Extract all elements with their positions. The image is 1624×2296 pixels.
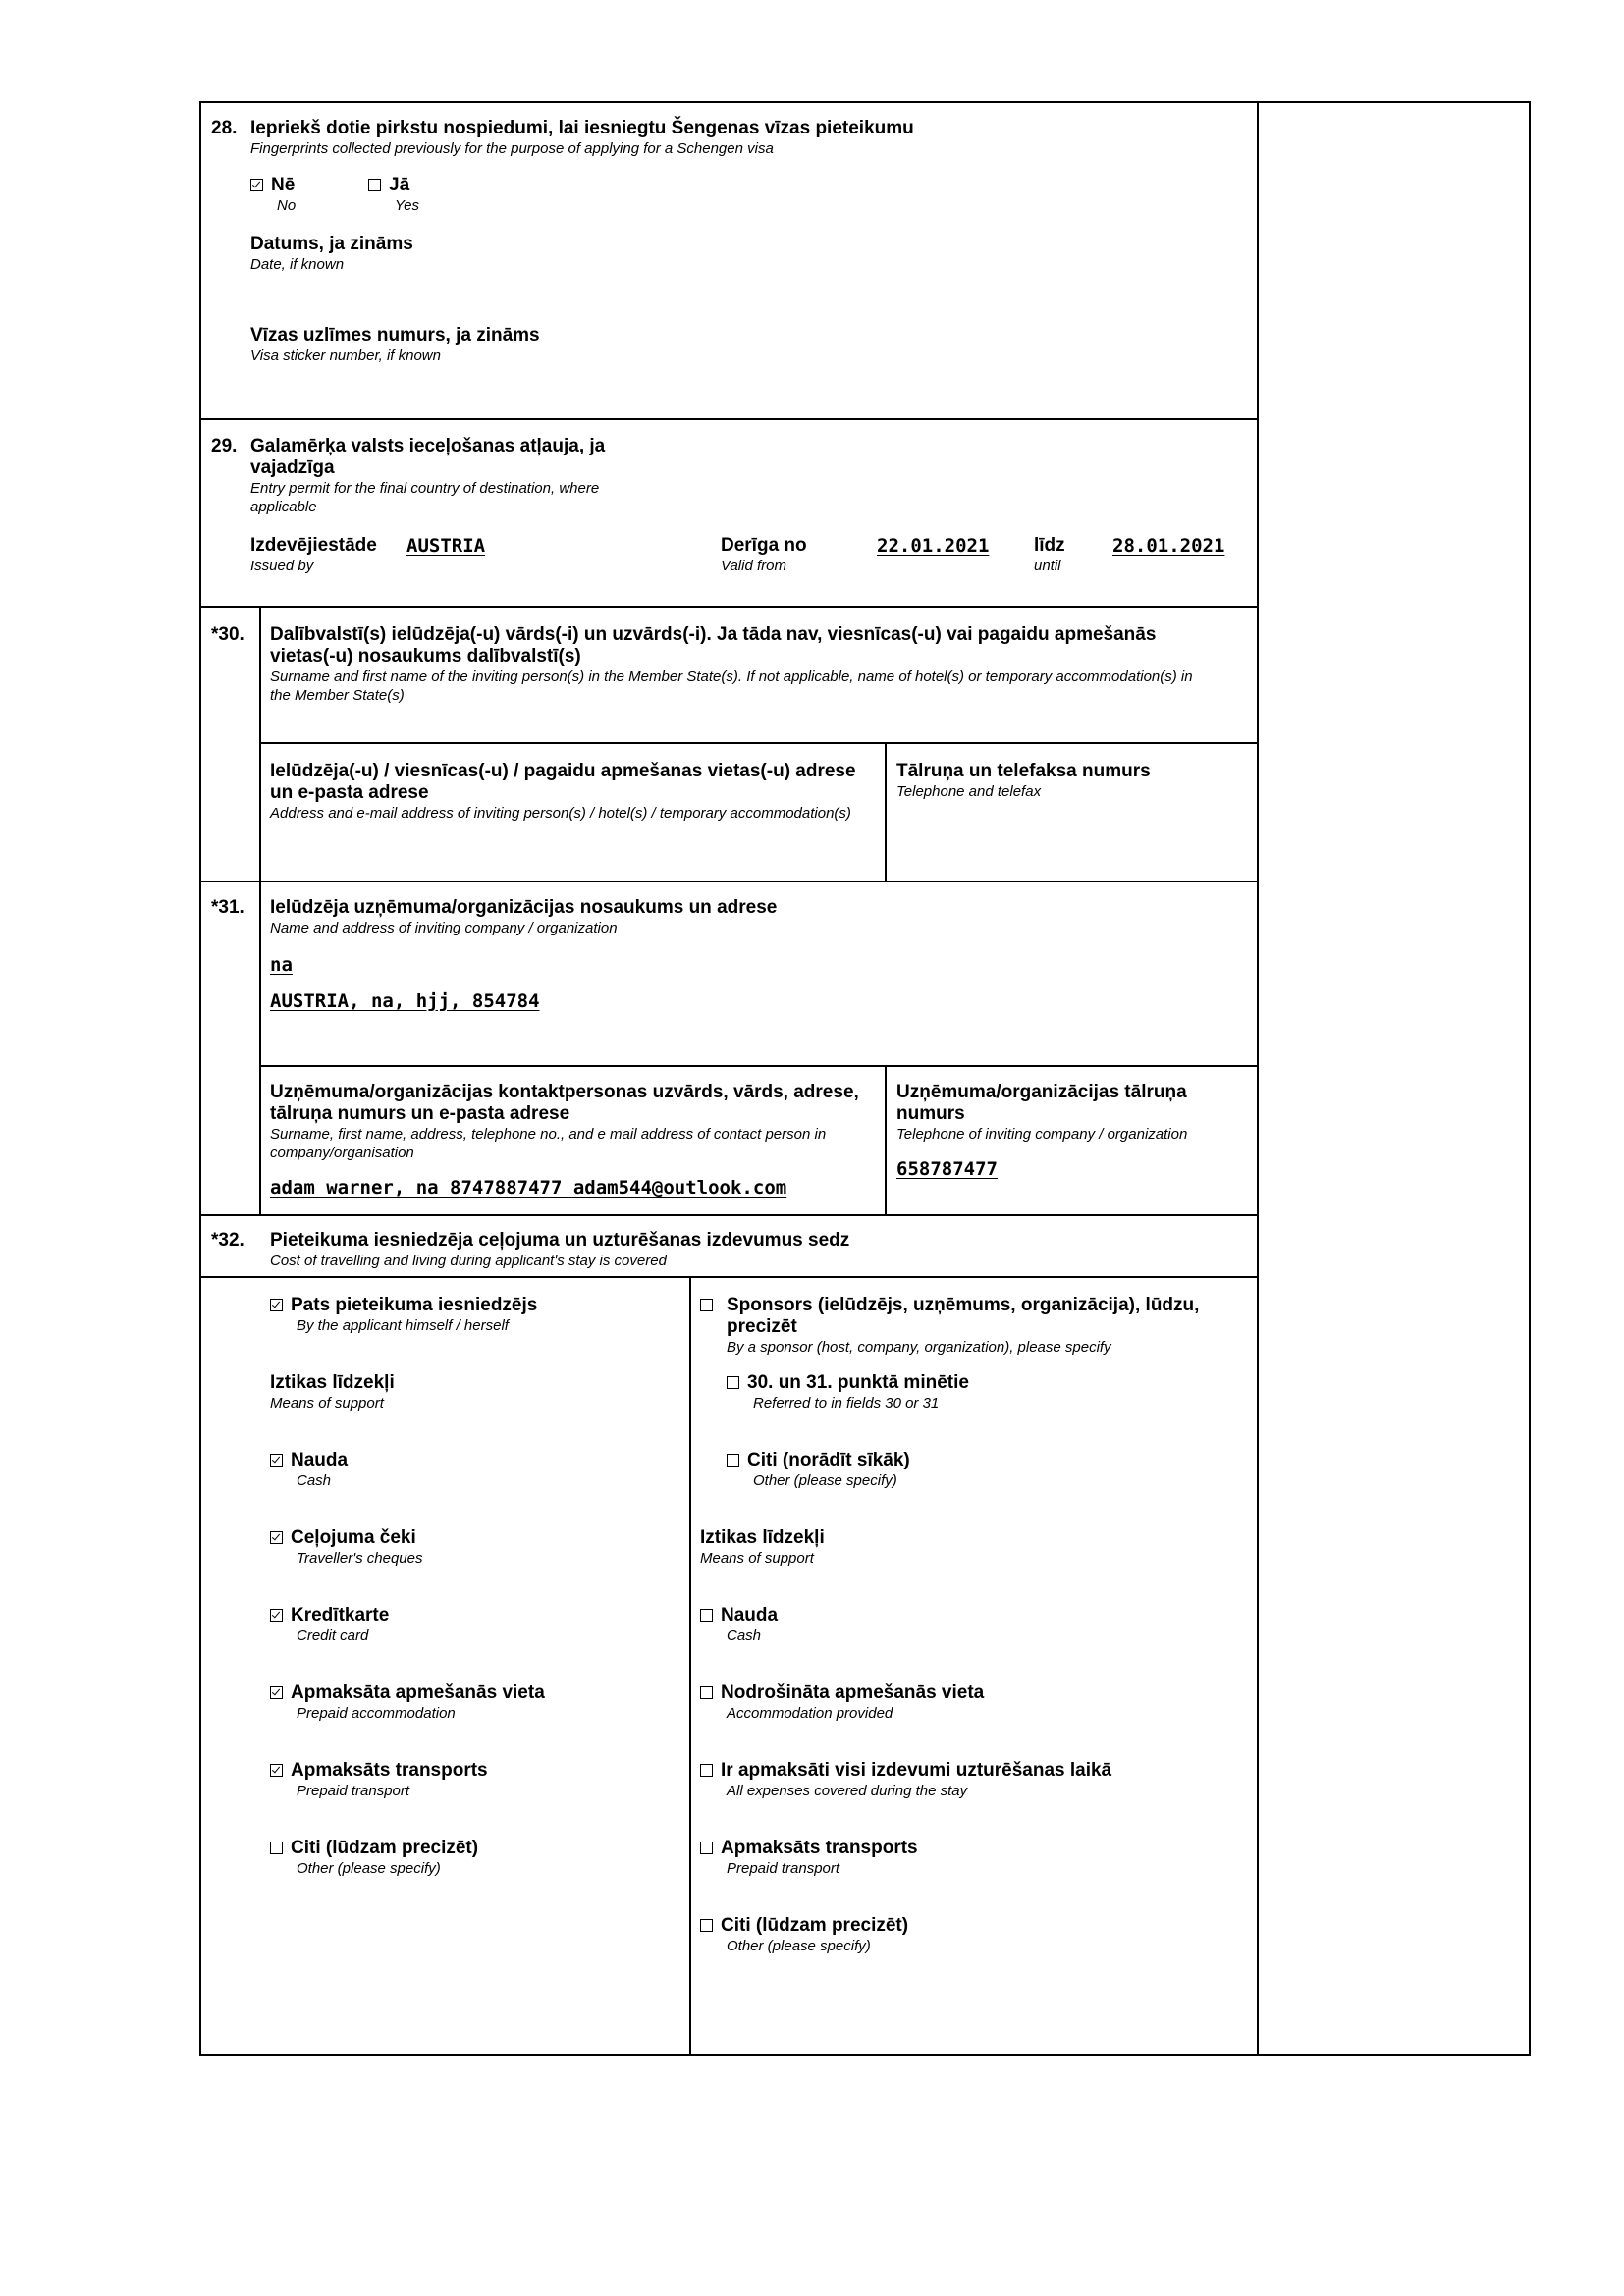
- until-value[interactable]: 28.01.2021: [1112, 535, 1225, 557]
- left-item-sub: Prepaid transport: [297, 1783, 410, 1799]
- right-item-accommodation-provided[interactable]: [700, 1682, 984, 1723]
- left-item-other[interactable]: [270, 1838, 478, 1878]
- option-sponsor[interactable]: [700, 1295, 1230, 1357]
- date-sub: Date, if known: [250, 256, 345, 273]
- contact-person-sub: Surname, first name, address, telephone no., and e mail address of contact person in company/organisation: [270, 1126, 827, 1161]
- left-item-label: Kredītkarte: [291, 1605, 390, 1626]
- sticker-label: Vīzas uzlīmes numurs, ja zināms: [250, 325, 540, 346]
- sticker-sub: Visa sticker number, if known: [250, 347, 441, 364]
- company-name-value[interactable]: na: [270, 954, 293, 976]
- left-item-travellers-cheques[interactable]: [270, 1527, 422, 1568]
- num-col-divider-30-31: [259, 606, 261, 1215]
- right-item-all-expenses[interactable]: [700, 1760, 1111, 1800]
- left-item-sub: Prepaid accommodation: [297, 1705, 456, 1722]
- field-30-number: *30.: [211, 624, 244, 645]
- left-item-sub: Traveller's cheques: [297, 1550, 423, 1567]
- sponsor-item-sub: Other (please specify): [753, 1472, 897, 1489]
- divider-31-32: [199, 1214, 1258, 1216]
- field-30-address-title: Ielūdzēja(-u) / viesnīcas(-u) / pagaidu apmešanas vietas(-u) adrese un e-pasta adrese: [270, 761, 856, 803]
- right-column-divider: [1257, 101, 1259, 2056]
- issued-by-sub: Issued by: [250, 558, 314, 574]
- option-no[interactable]: [250, 175, 296, 215]
- right-item-sub: All expenses covered during the stay: [727, 1783, 968, 1799]
- left-item-label: Nauda: [291, 1450, 349, 1470]
- right-item-sub: Cash: [727, 1628, 762, 1644]
- field-28-number: 28.: [211, 118, 238, 138]
- option-yes-label: Jā: [389, 175, 410, 195]
- left-item-cash[interactable]: [270, 1450, 348, 1490]
- checkbox-empty-icon[interactable]: [700, 1842, 713, 1854]
- checkbox-empty-icon[interactable]: [700, 1764, 713, 1777]
- divider-30-address: [259, 742, 1258, 744]
- company-phone-title: Uzņēmuma/organizācijas tālruņa numurs: [896, 1082, 1187, 1124]
- company-phone-sub: Telephone of inviting company / organization: [896, 1126, 1188, 1143]
- field-29-number: 29.: [211, 436, 238, 456]
- right-item-label: Nodrošināta apmešanās vieta: [721, 1682, 985, 1703]
- field-29-subtitle: Entry permit for the final country of destination, where applicable: [250, 480, 600, 515]
- field-28-title: Iepriekš dotie pirkstu nospiedumi, lai iesniegtu Šengenas vīzas pieteikumu: [250, 118, 914, 138]
- sponsor-item-sub: Referred to in fields 30 or 31: [753, 1395, 940, 1412]
- until-label: līdz: [1034, 535, 1065, 556]
- checkbox-checked-icon[interactable]: [270, 1764, 283, 1777]
- checkbox-empty-icon[interactable]: [700, 1609, 713, 1622]
- left-item-label: Citi (lūdzam precizēt): [291, 1838, 479, 1858]
- field-31-title: Ielūdzēja uzņēmuma/organizācijas nosaukums un adrese: [270, 897, 778, 918]
- checkbox-checked-icon[interactable]: [270, 1609, 283, 1622]
- sponsor-item-other[interactable]: [727, 1450, 910, 1490]
- left-item-prepaid-transport[interactable]: [270, 1760, 488, 1800]
- checkbox-empty-icon[interactable]: [700, 1686, 713, 1699]
- right-item-other[interactable]: [700, 1915, 908, 1955]
- checkbox-empty-icon[interactable]: [700, 1299, 713, 1311]
- company-phone-value[interactable]: 658787477: [896, 1158, 998, 1180]
- field-31-number: *31.: [211, 897, 244, 918]
- right-item-sub: Prepaid transport: [727, 1860, 840, 1877]
- checkbox-empty-icon[interactable]: [270, 1842, 283, 1854]
- option-sponsor-label: Sponsors (ielūdzējs, uzņēmums, organizācija), lūdzu, precizēt: [727, 1295, 1200, 1337]
- left-item-sub: Credit card: [297, 1628, 369, 1644]
- left-item-label: Apmaksāta apmešanās vieta: [291, 1682, 545, 1703]
- company-address-value[interactable]: AUSTRIA, na, hjj, 854784: [270, 990, 540, 1012]
- field-30-address-sub: Address and e-mail address of inviting person(s) / hotel(s) / temporary accommodation(s): [270, 805, 851, 822]
- divider-32-columns: [689, 1276, 691, 2056]
- issued-by-label: Izdevējiestāde: [250, 535, 377, 556]
- right-item-label: Ir apmaksāti visi izdevumi uzturēšanas laikā: [721, 1760, 1112, 1781]
- valid-from-sub: Valid from: [721, 558, 786, 574]
- option-no-sub: No: [277, 197, 297, 214]
- contact-person-value[interactable]: adam warner, na 8747887477 adam544@outlook.com: [270, 1177, 787, 1199]
- left-item-credit-card[interactable]: [270, 1605, 389, 1645]
- until-sub: until: [1034, 558, 1061, 574]
- checkbox-empty-icon[interactable]: [700, 1919, 713, 1932]
- field-32-subtitle: Cost of travelling and living during applicant's stay is covered: [270, 1253, 667, 1269]
- right-item-sub: Accommodation provided: [727, 1705, 893, 1722]
- option-self-label: Pats pieteikuma iesniedzējs: [291, 1295, 538, 1315]
- sponsor-item-fields-30-31[interactable]: [727, 1372, 969, 1413]
- field-31-subtitle: Name and address of inviting company / organization: [270, 920, 618, 936]
- divider-31-contact: [259, 1065, 1258, 1067]
- valid-from-label: Derīga no: [721, 535, 807, 556]
- checkbox-checked-icon[interactable]: [250, 179, 263, 191]
- divider-30-phone: [885, 742, 887, 881]
- sponsor-item-label: 30. un 31. punktā minētie: [747, 1372, 969, 1393]
- checkbox-empty-icon[interactable]: [727, 1376, 739, 1389]
- left-item-sub: Other (please specify): [297, 1860, 441, 1877]
- field-30-phone-title: Tālruņa un telefaksa numurs: [896, 761, 1151, 781]
- checkbox-checked-icon[interactable]: [270, 1686, 283, 1699]
- left-item-sub: Cash: [297, 1472, 332, 1489]
- option-self[interactable]: [270, 1295, 537, 1335]
- option-sponsor-sub: By a sponsor (host, company, organization), please specify: [727, 1339, 1111, 1356]
- divider-30-31: [199, 881, 1258, 882]
- right-means-sub: Means of support: [700, 1550, 814, 1567]
- contact-person-title: Uzņēmuma/organizācijas kontaktpersonas uzvārds, vārds, adrese, tālruņa numurs un e-pasta adrese: [270, 1082, 859, 1124]
- left-item-label: Ceļojuma čeki: [291, 1527, 416, 1548]
- right-means-label: Iztikas līdzekļi: [700, 1527, 825, 1548]
- right-item-cash[interactable]: [700, 1605, 778, 1645]
- checkbox-checked-icon[interactable]: [270, 1454, 283, 1467]
- issued-by-value[interactable]: AUSTRIA: [406, 535, 486, 557]
- field-29-title: Galamērķa valsts ieceļošanas atļauja, ja vajadzīga: [250, 436, 606, 478]
- divider-32-options: [199, 1276, 1258, 1278]
- left-item-label: Apmaksāts transports: [291, 1760, 488, 1781]
- checkbox-checked-icon[interactable]: [270, 1299, 283, 1311]
- right-item-label: Citi (lūdzam precizēt): [721, 1915, 909, 1936]
- divider-31-phone: [885, 1065, 887, 1215]
- left-item-prepaid-accommodation[interactable]: [270, 1682, 545, 1723]
- field-28-subtitle: Fingerprints collected previously for the purpose of applying for a Schengen visa: [250, 140, 774, 157]
- option-self-sub: By the applicant himself / herself: [297, 1317, 509, 1334]
- field-30-subtitle: Surname and first name of the inviting person(s) in the Member State(s). If not applicable, name of hotel(s) or temporary accommodation(s) in the Member State(s): [270, 668, 1193, 704]
- field-30-title: Dalībvalstī(s) ielūdzēja(-u) vārds(-i) un uzvārds(-i). Ja tāda nav, viesnīcas(-u) vai pagaidu apmešanās vietas(-u) nosaukums dalībvalstī(s): [270, 624, 1157, 667]
- right-item-label: Apmaksāts transports: [721, 1838, 918, 1858]
- option-yes-sub: Yes: [395, 197, 420, 214]
- right-item-sub: Other (please specify): [727, 1938, 871, 1954]
- date-label: Datums, ja zināms: [250, 234, 413, 254]
- sponsor-item-label: Citi (norādīt sīkāk): [747, 1450, 910, 1470]
- field-30-phone-sub: Telephone and telefax: [896, 783, 1042, 800]
- checkbox-empty-icon[interactable]: [368, 179, 381, 191]
- means-sub: Means of support: [270, 1395, 384, 1412]
- divider-28-29: [199, 418, 1258, 420]
- option-yes[interactable]: [368, 175, 419, 215]
- right-item-label: Nauda: [721, 1605, 779, 1626]
- means-label: Iztikas līdzekļi: [270, 1372, 395, 1393]
- right-item-prepaid-transport[interactable]: [700, 1838, 918, 1878]
- checkbox-empty-icon[interactable]: [727, 1454, 739, 1467]
- option-no-label: Nē: [271, 175, 296, 195]
- field-32-number: *32.: [211, 1230, 244, 1251]
- valid-from-value[interactable]: 22.01.2021: [877, 535, 990, 557]
- checkbox-checked-icon[interactable]: [270, 1531, 283, 1544]
- field-32-title: Pieteikuma iesniedzēja ceļojuma un uzturēšanas izdevumus sedz: [270, 1230, 850, 1251]
- divider-29-30: [199, 606, 1258, 608]
